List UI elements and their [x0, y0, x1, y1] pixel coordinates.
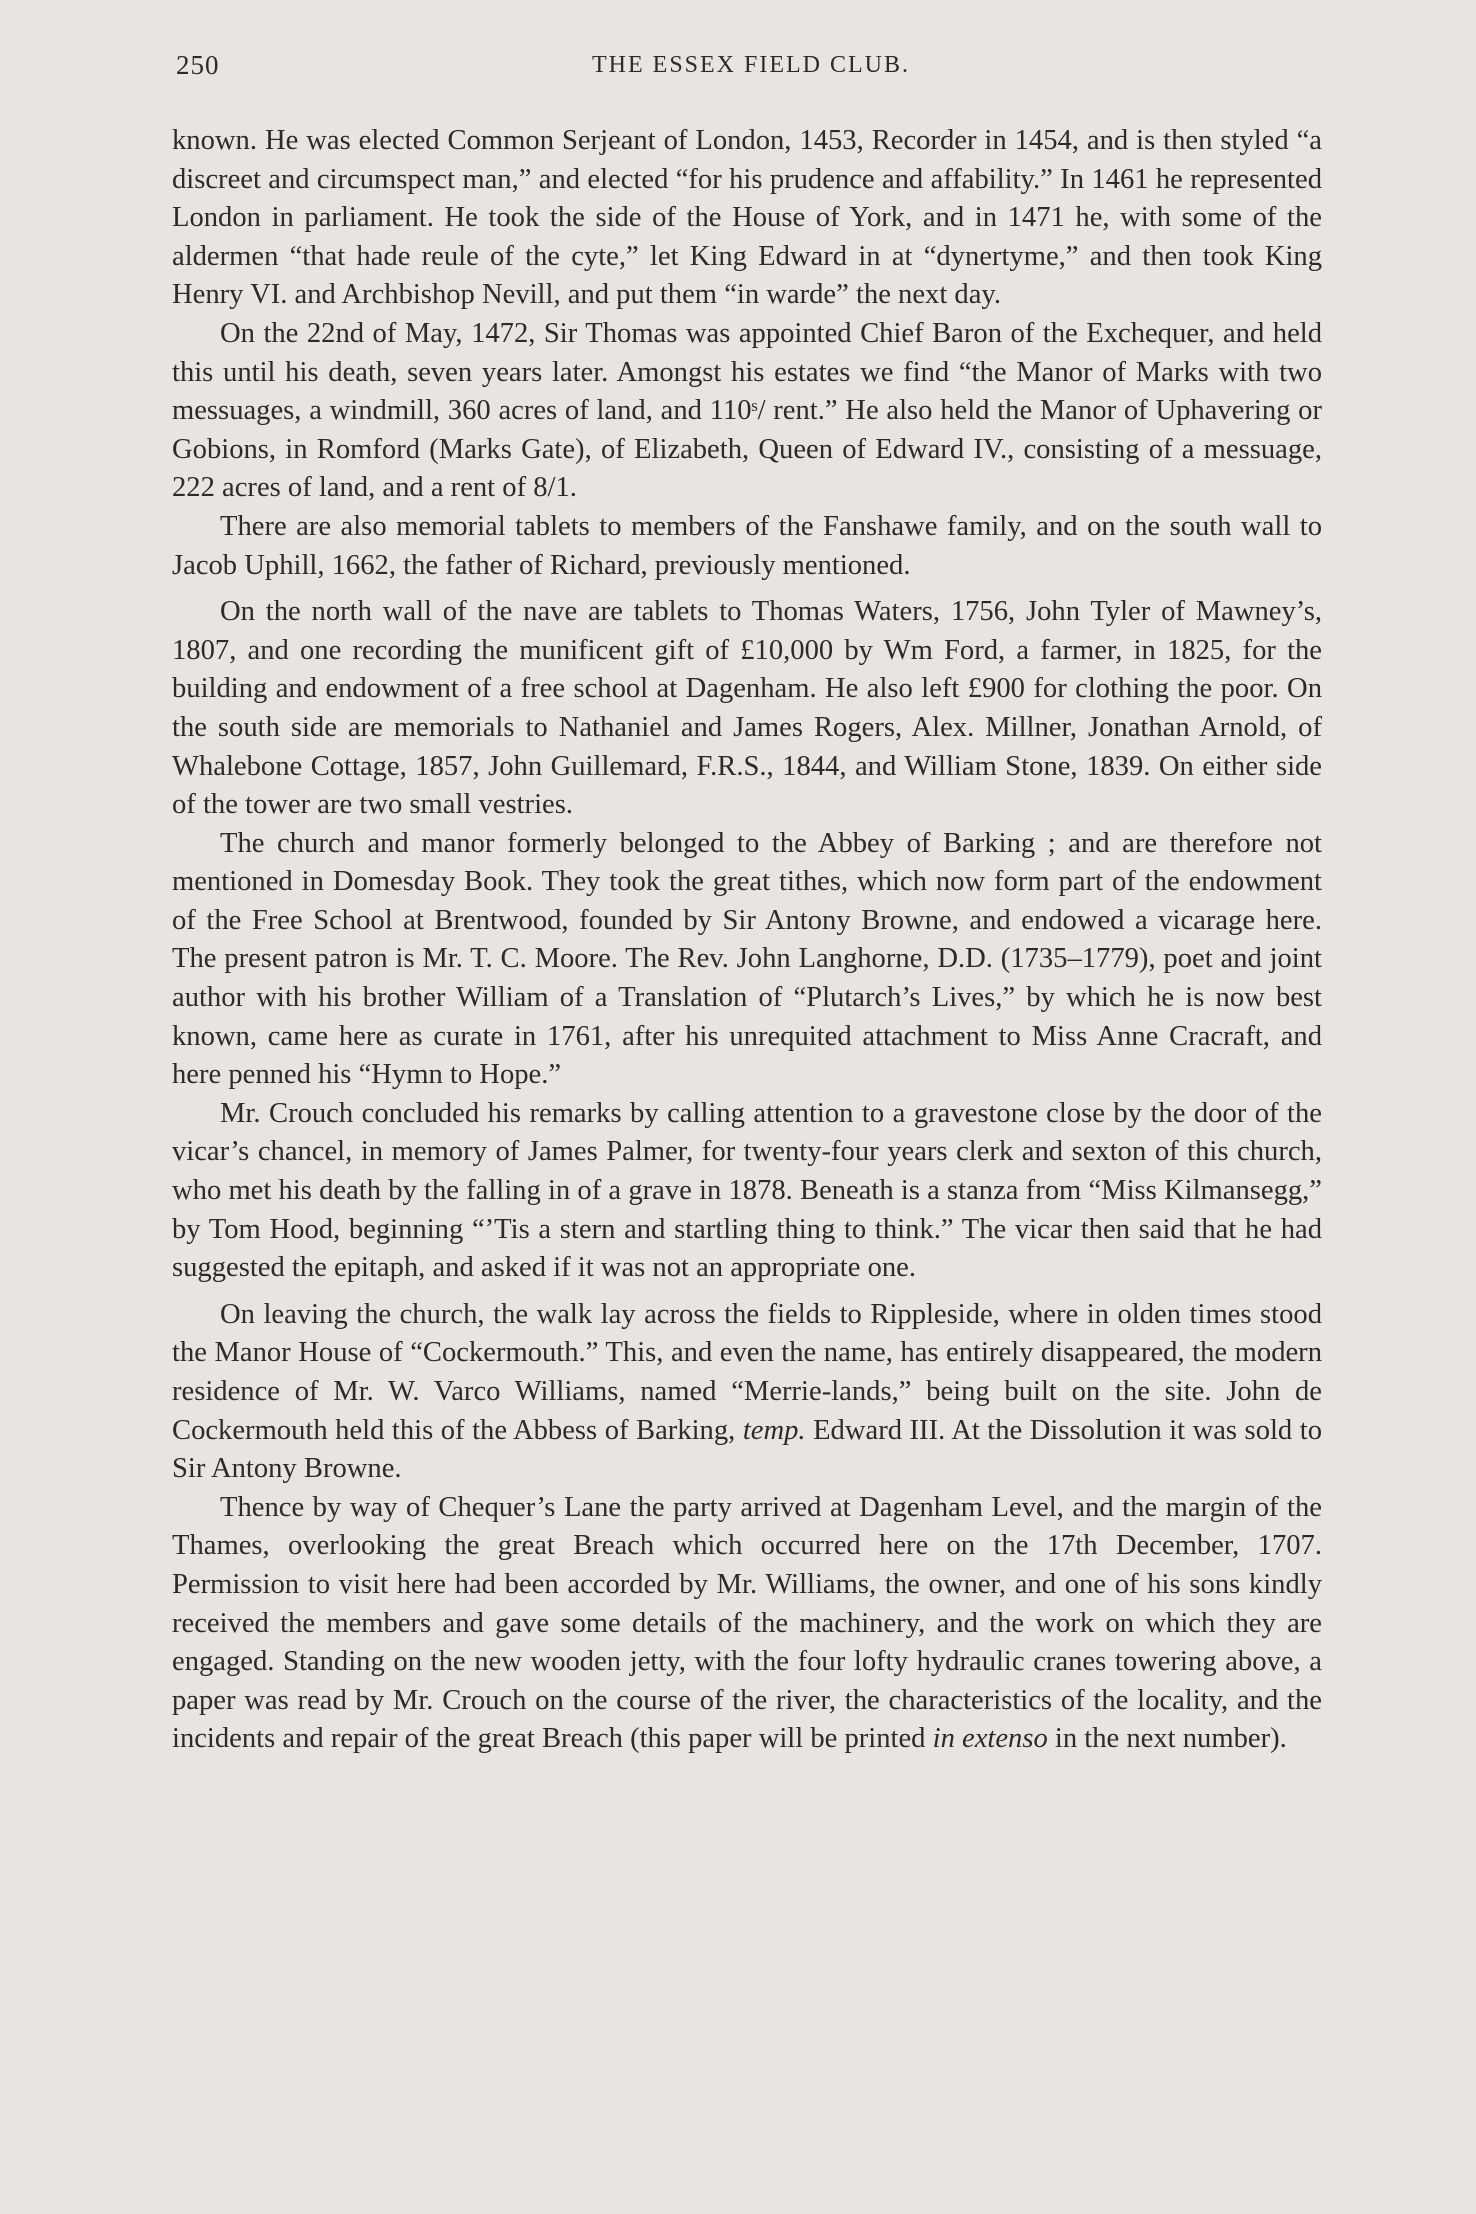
text-run: On leaving the church, the walk lay across the fields to Rippleside, where in olden times stood the Manor House of “Cockermouth.” This, and even the name, has entirely disappeared, the modern residence of Mr. W. Varco Williams, named “Merrie-lands,” being built on the site. John de Cockermouth held this of the Abbess of Barking, [172, 1298, 1322, 1446]
paragraph-chief-baron: On the 22nd of May, 1472, Sir Thomas was appointed Chief Baron of the Exchequer, and held this until his death, seven years later. Amongst his estates we find “the Manor of Marks with two messuages, a windmill, 360 acres of land, and 110ˢ/ rent.” He also held the Manor of Uphavering or Gobions, in Romford (Marks Gate), of Elizabeth, Queen of Edward IV., consisting of a messuage, 222 acres of land, and a rent of 8/1. [172, 317, 1322, 504]
text-run: Edward III. At the Dissolution it was sold to Sir Antony Browne. [172, 1414, 1322, 1485]
page-header [176, 50, 1326, 90]
italic-run: temp. [742, 1414, 806, 1446]
italic-run: in extenso [932, 1723, 1048, 1755]
page-number: 250 [176, 50, 220, 80]
paragraph-fanshawe-tablets: There are also memorial tablets to members of the Fanshawe family, and on the south wall to Jacob Uphill, 1662, the father of Richard, previously mentioned. [172, 510, 1322, 581]
paragraph-gravestone: Mr. Crouch concluded his remarks by calling attention to a gravestone close by the door of the vicar’s chancel, in memory of James Palmer, for twenty-four years clerk and sexton of this church, who met his death by the falling in of a grave in 1878. Beneath is a stanza from “Miss Kilmansegg,” by Tom Hood, beginning “’Tis a stern and startling thing to think.” The vicar then said that he had suggested the epitaph, and asked if it was not an appropriate one. [172, 1097, 1322, 1284]
paragraph-thomas-urswick-career: known. He was elected Common Serjeant of London, 1453, Recorder in 1454, and is then styled “a discreet and circumspect man,” and elected “for his prudence and affability.” In 1461 he represented London in parliament. He took the side of the House of York, and in 1471 he, with some of the aldermen “that hade reule of the cyte,” let King Edward in at “dynertyme,” and then took King Henry VI. and Archbishop Nevill, and put them “in warde” the next day. [172, 125, 1322, 311]
body-text [172, 122, 1322, 1759]
paragraph-nave-tablets: On the north wall of the nave are tablets to Thomas Waters, 1756, John Tyler of Mawney’s, 1807, and one recording the munificent gift of £10,000 by Wm Ford, a farmer, in 1825, for the building and endowment of a free school at Dagenham. He also left £900 for clothing the poor. On the south side are memorials to Nathaniel and James Rogers, Alex. Millner, Jonathan Arnold, of Whalebone Cottage, 1857, John Guillemard, F.R.S., 1844, and William Stone, 1839. On either side of the tower are two small vestries. [172, 596, 1322, 821]
paragraph-rippleside [172, 1296, 1322, 1489]
text-run: in the next number). [1047, 1723, 1287, 1755]
paragraph-church-and-manor: The church and manor formerly belonged to the Abbey of Barking ; and are therefore not mentioned in Domesday Book. They took the great tithes, which now form part of the endowment of the Free School at Brentwood, founded by Sir Antony Browne, and endowed a vicarage here. The present patron is Mr. T. C. Moore. The Rev. John Langhorne, D.D. (1735–1779), poet and joint author with his brother William of a Translation of “Plutarch’s Lives,” by which he is now best known, came here as curate in 1761, after his unrequited attachment to Miss Anne Cracraft, and here penned his “Hymn to Hope.” [172, 827, 1322, 1091]
running-title: THE ESSEX FIELD CLUB. [592, 52, 910, 78]
text-run: Thence by way of Chequer’s Lane the party arrived at Dagenham Level, and the margin of the Thames, overlooking the great Breach which occurred here on the 17th December, 1707. Permission to visit here had been accorded by Mr. Williams, the owner, and one of his sons kindly received the members and gave some details of the machinery, and the work on which they are engaged. Standing on the new wooden jetty, with the four lofty hydraulic cranes towering above, a paper was read by Mr. Crouch on the course of the river, the characteristics of the locality, and the incidents and repair of the great Breach (this paper will be printed [172, 1491, 1322, 1755]
paragraph-dagenham-breach [172, 1489, 1322, 1759]
